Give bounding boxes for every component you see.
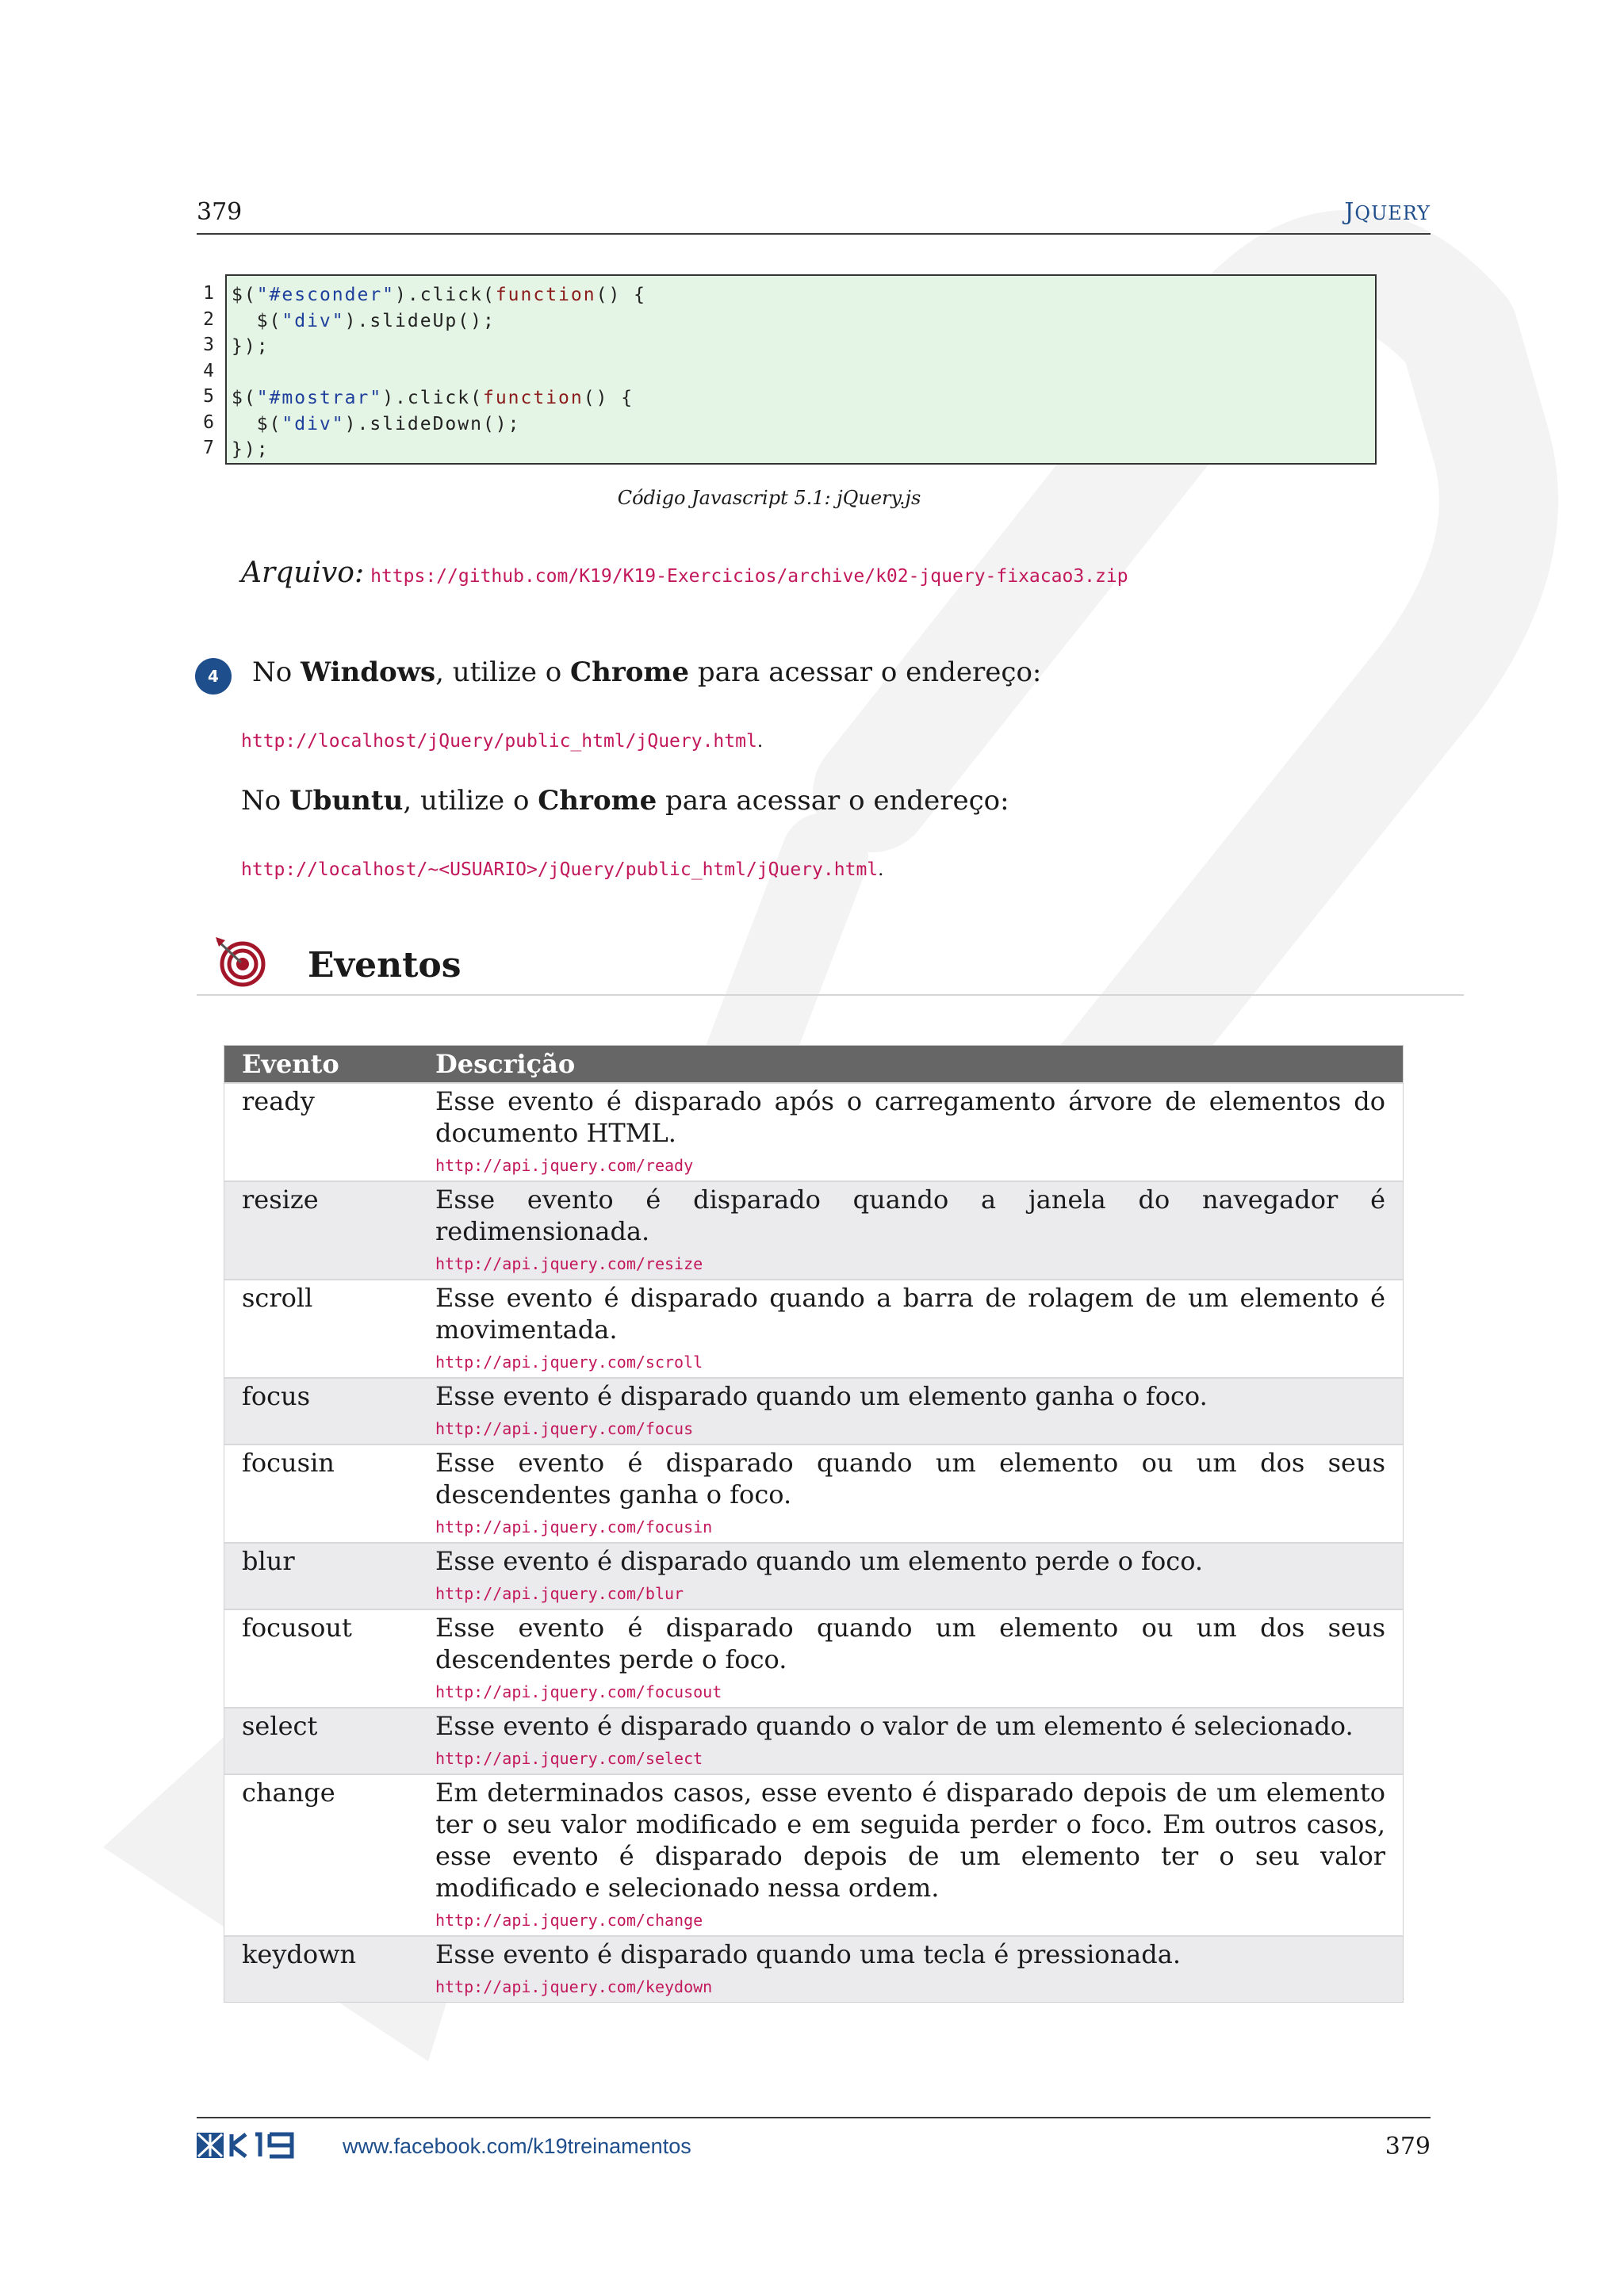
footer-url[interactable]: www.facebook.com/k19treinamentos <box>343 2134 691 2158</box>
code-caption: Código Javascript 5.1: jQuery.js <box>617 487 921 509</box>
api-link[interactable]: http://api.jquery.com/resize <box>435 1254 703 1273</box>
ubuntu-url[interactable]: http://localhost/~<USUARIO>/jQuery/public_html/jQuery.html <box>241 859 879 880</box>
windows-browser: Chrome <box>570 656 690 688</box>
event-description: Esse evento é disparado quando um elemento ou um dos seus descendentes ganha o foco. <box>435 1448 1385 1510</box>
code-token: $( <box>232 310 282 331</box>
code-token: $( <box>232 388 257 408</box>
section-rule <box>197 994 1464 996</box>
code-token: }); <box>232 439 270 460</box>
api-link[interactable]: http://api.jquery.com/focusin <box>435 1517 713 1536</box>
header-chapter-title: JQUERY <box>1344 198 1431 226</box>
code-line <box>232 411 1375 438</box>
code-token: ).slideDown(); <box>344 413 521 434</box>
event-name: resize <box>224 1181 418 1280</box>
event-description: Esse evento é disparado quando um elemento ganha o foco. <box>435 1381 1208 1411</box>
code-line <box>232 334 1375 360</box>
line-numbers <box>198 281 214 461</box>
event-description: Esse evento é disparado quando a barra de rolagem de um elemento é movimentada. <box>435 1283 1385 1345</box>
event-name: change <box>224 1774 418 1936</box>
table-row <box>224 1181 1403 1280</box>
target-icon <box>214 936 266 988</box>
table-row <box>224 1936 1403 2002</box>
header-evento: Evento <box>224 1046 418 1083</box>
event-description-cell <box>418 1609 1403 1708</box>
event-name: focus <box>224 1378 418 1445</box>
arquivo-label: Arquivo: <box>241 557 365 589</box>
table-row <box>224 1708 1403 1774</box>
table-header-row <box>224 1046 1403 1083</box>
event-description-cell <box>418 1774 1403 1936</box>
code-token: function <box>482 388 584 408</box>
code-listing <box>198 274 1380 468</box>
ubuntu-url-line: http://localhost/~<USUARIO>/jQuery/public_html/jQuery.html. <box>241 859 884 880</box>
code-line <box>232 385 1375 411</box>
windows-url-line: http://localhost/jQuery/public_html/jQuery.html. <box>241 731 764 752</box>
event-description-cell <box>418 1543 1403 1609</box>
event-description-cell <box>418 1083 1403 1181</box>
event-description-cell <box>418 1280 1403 1378</box>
code-token: "div" <box>282 413 345 434</box>
code-line <box>232 308 1375 335</box>
code-line <box>232 282 1375 308</box>
table-row <box>224 1083 1403 1181</box>
table-row <box>224 1543 1403 1609</box>
code-line <box>232 360 1375 386</box>
api-link[interactable]: http://api.jquery.com/scroll <box>435 1353 703 1372</box>
table-row <box>224 1445 1403 1543</box>
code-token: () { <box>583 388 634 408</box>
code-token: }); <box>232 336 270 357</box>
code-token: function <box>495 285 596 305</box>
ubuntu-browser: Chrome <box>538 785 657 817</box>
header-descricao: Descrição <box>418 1046 1403 1083</box>
event-description-cell <box>418 1378 1403 1445</box>
api-link[interactable]: http://api.jquery.com/ready <box>435 1156 694 1175</box>
windows-url[interactable]: http://localhost/jQuery/public_html/jQuery.html <box>241 731 757 752</box>
api-link[interactable]: http://api.jquery.com/keydown <box>435 1977 713 1996</box>
event-name: focusout <box>224 1609 418 1708</box>
step-ubuntu-text: No Ubuntu, utilize o Chrome para acessar o endereço: <box>241 785 1009 817</box>
code-token: $( <box>232 413 282 434</box>
footer-page-number: 379 <box>1385 2133 1431 2160</box>
event-description-cell <box>418 1181 1403 1280</box>
event-description: Esse evento é disparado quando um elemento perde o foco. <box>435 1546 1204 1576</box>
footer-rule <box>197 2117 1431 2118</box>
api-link[interactable]: http://api.jquery.com/change <box>435 1911 703 1930</box>
event-description: Em determinados casos, esse evento é disparado depois de um elemento ter o seu valor modificado e em seguida perder o foco. Em outros casos, esse evento é disparado depois de um elemento ter o seu valor modificado e selecionado nessa ordem. <box>435 1777 1385 1903</box>
events-table <box>224 1045 1404 2003</box>
event-description: Esse evento é disparado quando a janela do navegador é redimensionada. <box>435 1184 1385 1246</box>
section-title: Eventos <box>308 945 462 985</box>
event-name: keydown <box>224 1936 418 2002</box>
api-link[interactable]: http://api.jquery.com/focus <box>435 1419 694 1438</box>
code-token: () { <box>596 285 646 305</box>
line-number: 7 <box>203 438 214 458</box>
arquivo-line <box>241 557 1128 589</box>
line-number: 1 <box>203 283 214 304</box>
arquivo-url[interactable]: https://github.com/K19/K19-Exercicios/archive/k02-jquery-fixacao3.zip <box>370 566 1128 587</box>
code-line <box>232 437 1375 463</box>
line-number: 4 <box>203 360 214 381</box>
event-description: Esse evento é disparado após o carregamento árvore de elementos do documento HTML. <box>435 1086 1385 1148</box>
event-name: select <box>224 1708 418 1774</box>
windows-os: Windows <box>301 656 436 688</box>
event-name: focusin <box>224 1445 418 1543</box>
event-name: ready <box>224 1083 418 1181</box>
event-description-cell <box>418 1936 1403 2002</box>
table-row <box>224 1280 1403 1378</box>
code-token: "#mostrar" <box>256 388 383 408</box>
table-row <box>224 1774 1403 1936</box>
code-token: $( <box>232 285 257 305</box>
header-page-number: 379 <box>197 198 243 226</box>
event-description-cell <box>418 1445 1403 1543</box>
api-link[interactable]: http://api.jquery.com/focusout <box>435 1682 722 1701</box>
event-name: blur <box>224 1543 418 1609</box>
event-name: scroll <box>224 1280 418 1378</box>
event-description: Esse evento é disparado quando um elemento ou um dos seus descendentes perde o foco. <box>435 1613 1385 1674</box>
code-token: ).click( <box>395 285 496 305</box>
code-token: ).click( <box>382 388 483 408</box>
table-row <box>224 1378 1403 1445</box>
event-description: Esse evento é disparado quando o valor de um elemento é selecionado. <box>435 1711 1354 1741</box>
event-description: Esse evento é disparado quando uma tecla é pressionada. <box>435 1939 1181 1969</box>
k19-logo <box>197 2131 320 2160</box>
event-description-cell <box>418 1708 1403 1774</box>
code-token: "div" <box>282 310 345 331</box>
api-link[interactable]: http://api.jquery.com/select <box>435 1749 703 1768</box>
header-rule <box>197 233 1431 235</box>
step-windows-text: No Windows, utilize o Chrome para acessar o endereço: <box>252 656 1042 688</box>
line-number: 6 <box>203 411 214 433</box>
step-number-badge: 4 <box>195 658 232 695</box>
line-number: 2 <box>203 308 214 330</box>
table-row <box>224 1609 1403 1708</box>
line-number: 5 <box>203 386 214 407</box>
code-token: "#esconder" <box>256 285 396 305</box>
api-link[interactable]: http://api.jquery.com/blur <box>435 1584 684 1603</box>
ubuntu-os: Ubuntu <box>289 785 404 817</box>
code-box <box>225 274 1377 465</box>
code-token: ).slideUp(); <box>344 310 496 331</box>
line-number: 3 <box>203 335 214 355</box>
